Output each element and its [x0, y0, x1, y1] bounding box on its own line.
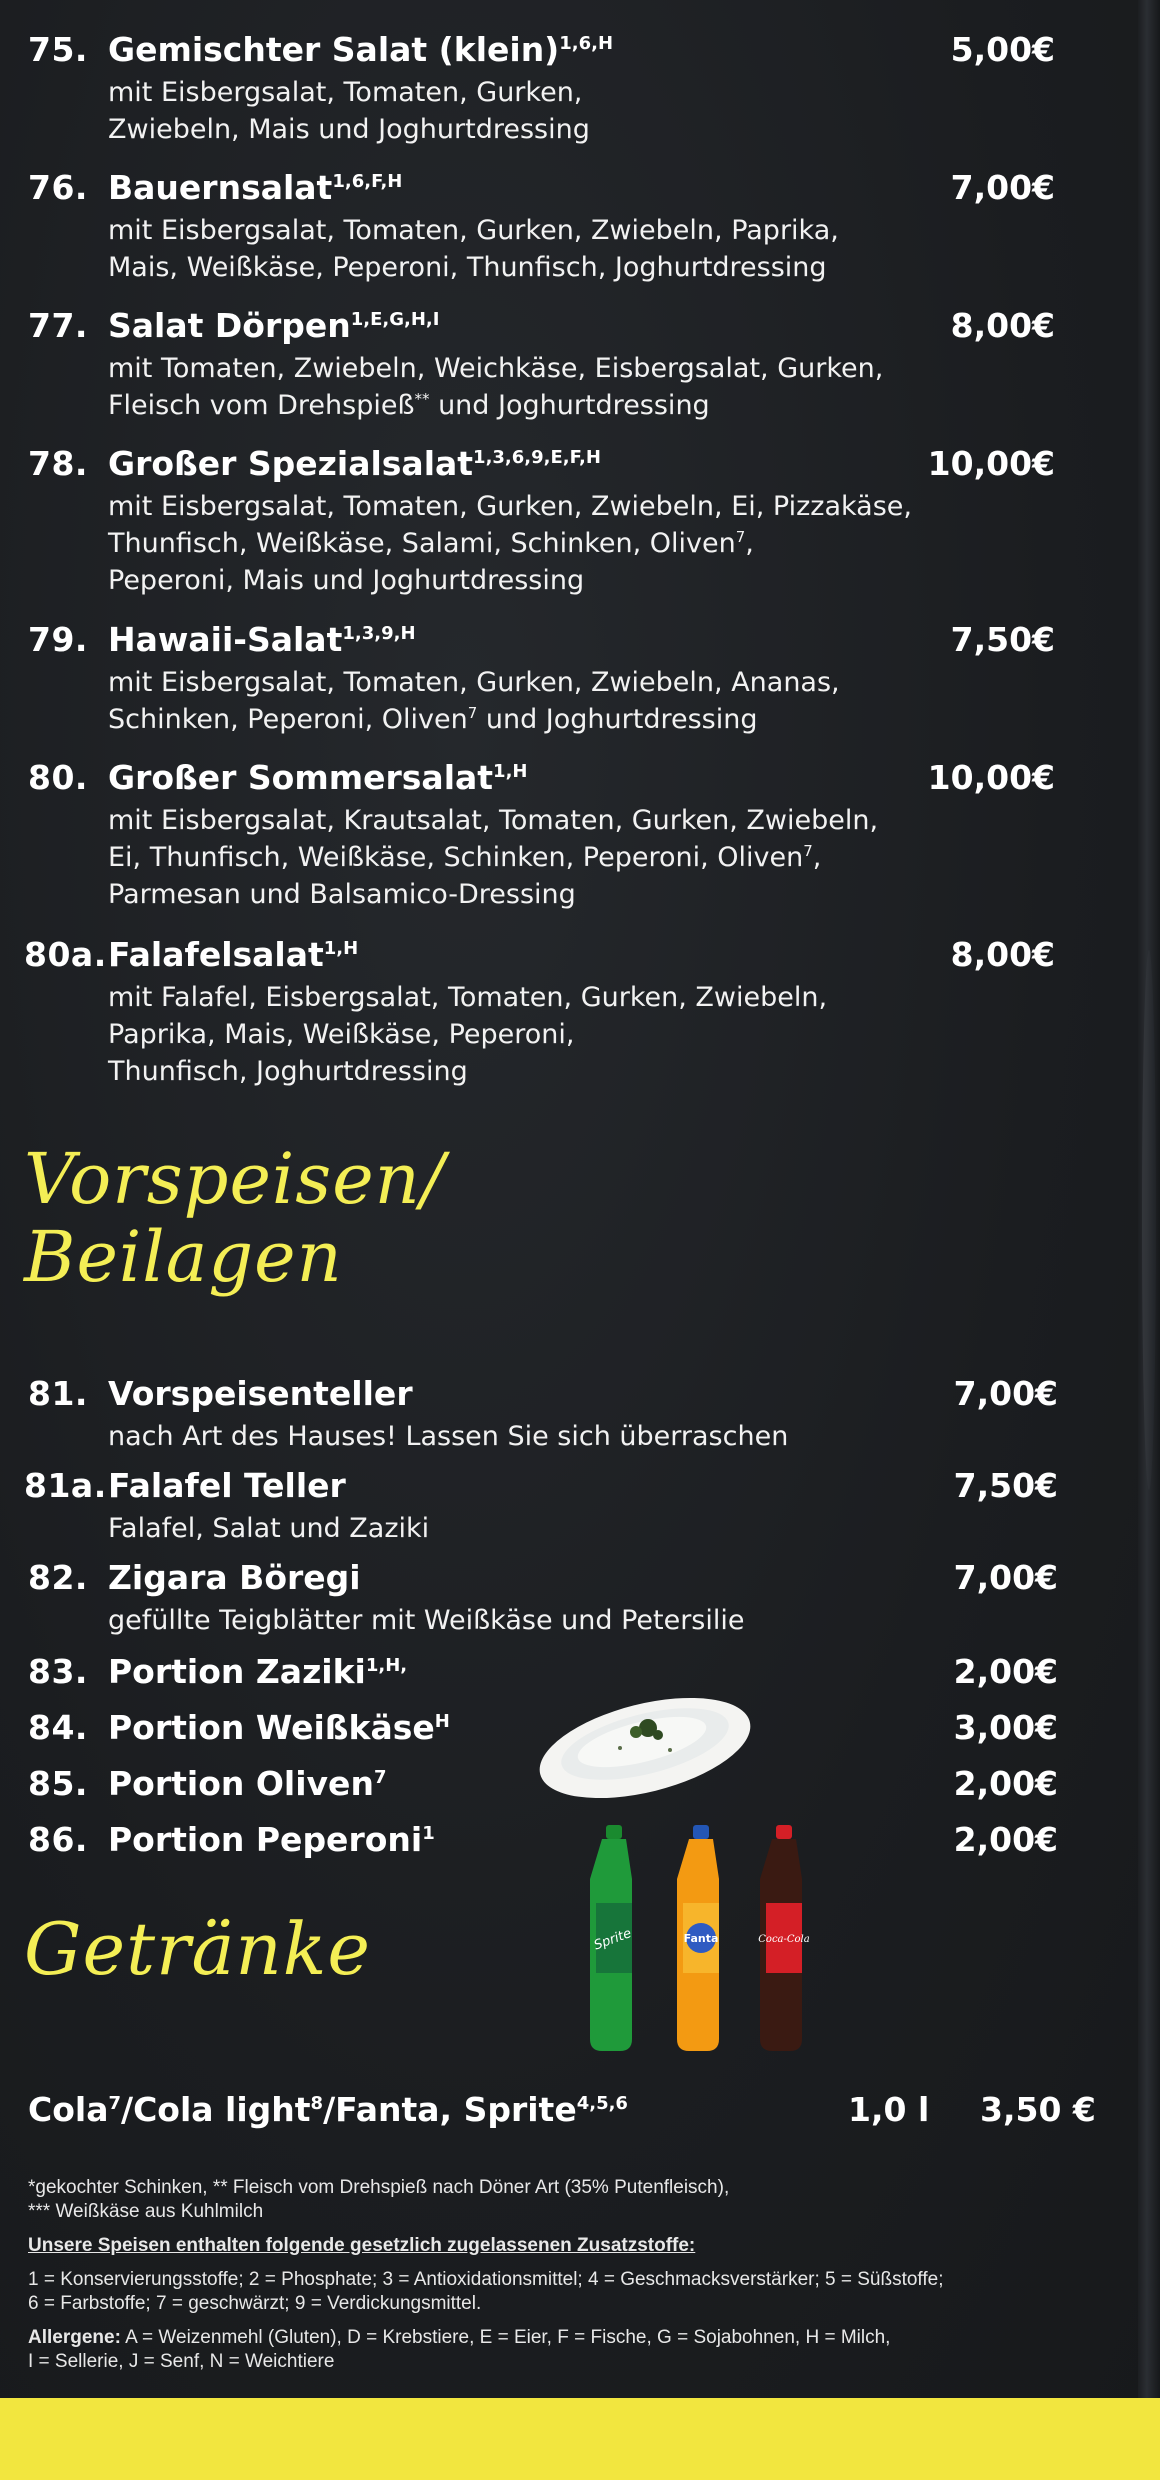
item-name: Vorspeisenteller [108, 1374, 413, 1413]
drink-additive-codes: 8 [310, 2093, 324, 2114]
item-allergen-codes: 1,H [323, 938, 359, 959]
description-line: Peperoni, Mais und Joghurtdressing [108, 565, 585, 596]
item-description [108, 664, 840, 738]
item-description [108, 488, 912, 599]
item-allergen-codes: 1,3,6,9,E,F,H [473, 447, 601, 468]
additives-title: Unsere Speisen enthalten folgende gesetzlich zugelassenen Zusatzstoffe: [28, 2235, 696, 2256]
item-allergen-codes: 1,H, [365, 1655, 408, 1676]
item-name: Portion Zaziki$^{1,H,}$ [108, 1652, 408, 1691]
item-name: Großer Spezialsalat$^{1,3,6,9,E,F,H}$ [108, 444, 601, 483]
description-line: Ei, Thunfisch, Weißkäse, Schinken, Peperoni, Oliven$^7$, [108, 842, 822, 873]
description-line: Schinken, Peperoni, Oliven$^7$ und Joghurtdressing [108, 704, 758, 735]
description-line: mit Eisbergsalat, Tomaten, Gurken, [108, 77, 583, 108]
item-name: Salat Dörpen$^{1,E,G,H,I}$ [108, 306, 440, 345]
item-number: 81a. [24, 1466, 107, 1505]
sprite-bottle-icon [590, 1825, 633, 2051]
item-number: 75. [28, 30, 88, 69]
item-name: Gemischter Salat (klein)$^{1,6,H}$ [108, 30, 614, 69]
description-footnote: 7 [803, 842, 813, 860]
svg-text:Coca-Cola: Coca-Cola [758, 1934, 810, 1945]
item-description [108, 1602, 745, 1639]
item-allergen-codes: 1,6,F,H [332, 171, 403, 192]
footer-note-2: *** Weißkäse aus Kuhlmilch [28, 2201, 264, 2222]
item-description [108, 212, 839, 286]
item-price: 2,00€ [953, 1820, 1058, 1859]
description-line: Paprika, Mais, Weißkäse, Peperoni, [108, 1019, 575, 1050]
description-line: Thunfisch, Joghurtdressing [108, 1056, 468, 1087]
item-price: 10,00€ [927, 758, 1055, 797]
page-curl [1142, 950, 1156, 1490]
item-name: Zigara Böregi [108, 1558, 361, 1597]
drink-name: Cola$^7$/Cola light$^8$/Fanta, Sprite$^{4,5,6}$ [28, 2090, 628, 2129]
item-number: 78. [28, 444, 88, 483]
item-price: 3,00€ [953, 1708, 1058, 1747]
item-description [108, 1418, 788, 1455]
item-allergen-codes: 1,E,G,H,I [350, 309, 440, 330]
item-description [108, 979, 827, 1090]
item-allergen-codes: H [434, 1711, 450, 1732]
description-line: Zwiebeln, Mais und Joghurtdressing [108, 114, 590, 145]
item-description [108, 350, 883, 424]
svg-text:Fanta: Fanta [683, 1932, 719, 1945]
drink-price: 3,50 € [980, 2090, 1096, 2129]
drink-size: 1,0 l [848, 2090, 930, 2129]
item-price: 2,00€ [953, 1652, 1058, 1691]
description-line: mit Eisbergsalat, Tomaten, Gurken, Zwiebeln, Paprika, [108, 215, 839, 246]
additives-line-2: 6 = Farbstoffe; 7 = geschwärzt; 9 = Verdickungsmittel. [28, 2293, 482, 2314]
item-allergen-codes: 7 [373, 1767, 387, 1788]
drink-additive-codes: 7 [108, 2093, 122, 2114]
fanta-bottle-icon [677, 1825, 719, 2051]
description-line: mit Eisbergsalat, Krautsalat, Tomaten, Gurken, Zwiebeln, [108, 805, 879, 836]
item-price: 8,00€ [950, 935, 1055, 974]
item-description [108, 74, 590, 148]
description-footnote: 7 [467, 704, 478, 722]
cola-bottle-icon [758, 1825, 809, 2051]
item-number: 80a. [24, 935, 107, 974]
item-description [108, 1510, 429, 1547]
item-description [108, 802, 878, 913]
item-number: 80. [28, 758, 88, 797]
item-number: 86. [28, 1820, 88, 1859]
item-number: 79. [28, 620, 88, 659]
item-allergen-codes: 1,6,H [559, 33, 614, 54]
item-price: 8,00€ [950, 306, 1055, 345]
footer-notes [28, 2176, 1108, 2374]
item-name: Großer Sommersalat$^{1,H}$ [108, 758, 528, 797]
description-footnote: 7 [735, 528, 746, 546]
drink-row [28, 2090, 1118, 2140]
footer-note-1: *gekochter Schinken, ** Fleisch vom Drehspieß nach Döner Art (35% Putenfleisch), [28, 2177, 730, 2198]
item-name: Falafel Teller [108, 1466, 346, 1505]
item-number: 82. [28, 1558, 88, 1597]
item-price: 10,00€ [927, 444, 1055, 483]
description-line: nach Art des Hauses! Lassen Sie sich überraschen [108, 1421, 789, 1452]
description-line: mit Falafel, Eisbergsalat, Tomaten, Gurken, Zwiebeln, [108, 982, 828, 1013]
item-price: 7,00€ [950, 168, 1055, 207]
description-line: mit Eisbergsalat, Tomaten, Gurken, Zwiebeln, Ei, Pizzakäse, [108, 491, 912, 522]
description-line: mit Tomaten, Zwiebeln, Weichkäse, Eisbergsalat, Gurken, [108, 353, 884, 384]
description-footnote: ** [414, 390, 430, 408]
soda-bottles-image [588, 1825, 828, 2055]
item-price: 7,50€ [953, 1466, 1058, 1505]
description-line: mit Eisbergsalat, Tomaten, Gurken, Zwiebeln, Ananas, [108, 667, 840, 698]
item-price: 7,00€ [953, 1374, 1058, 1413]
item-name: Hawaii-Salat$^{1,3,9,H}$ [108, 620, 416, 659]
item-number: 77. [28, 306, 88, 345]
description-line: Mais, Weißkäse, Peperoni, Thunfisch, Joghurtdressing [108, 252, 827, 283]
description-line: Fleisch vom Drehspieß** und Joghurtdressing [108, 390, 710, 421]
item-name: Falafelsalat$^{1,H}$ [108, 935, 359, 974]
item-number: 83. [28, 1652, 88, 1691]
item-name: Portion Weißkäse$^H$ [108, 1708, 450, 1747]
item-allergen-codes: 1,3,9,H [342, 623, 416, 644]
item-allergen-codes: 1 [422, 1823, 435, 1844]
item-price: 7,50€ [950, 620, 1055, 659]
item-number: 84. [28, 1708, 88, 1747]
drink-additive-codes: 4,5,6 [576, 2093, 628, 2114]
yellow-band [0, 2398, 1160, 2480]
item-number: 85. [28, 1764, 88, 1803]
item-number: 81. [28, 1374, 88, 1413]
item-price: 2,00€ [953, 1764, 1058, 1803]
zaziki-bowl-image [530, 1680, 760, 1800]
item-name: Bauernsalat$^{1,6,F,H}$ [108, 168, 403, 207]
description-line: Thunfisch, Weißkäse, Salami, Schinken, Oliven$^7$, [108, 528, 754, 559]
item-number: 76. [28, 168, 88, 207]
item-allergen-codes: 1,H [493, 761, 528, 782]
allergens-line-1: Allergene: A = Weizenmehl (Gluten), D = Krebstiere, E = Eier, F = Fische, G = Sojabohnen, H = Milch, [28, 2327, 891, 2348]
section-heading-getraenke: Getränke [24, 1907, 372, 1991]
svg-text:Sprite: Sprite [592, 1926, 634, 1954]
description-line: Falafel, Salat und Zaziki [108, 1513, 430, 1544]
description-line: gefüllte Teigblätter mit Weißkäse und Petersilie [108, 1605, 745, 1636]
section-heading-vorspeisen: Vorspeisen/ Beilagen [24, 1138, 446, 1298]
allergens-line-2: I = Sellerie, J = Senf, N = Weichtiere [28, 2351, 335, 2372]
additives-line-1: 1 = Konservierungsstoffe; 2 = Phosphate; 3 = Antioxidationsmittel; 4 = Geschmacksverstärker; 5 = Süßstoffe; [28, 2269, 944, 2290]
item-price: 5,00€ [950, 30, 1055, 69]
description-line: Parmesan und Balsamico-Dressing [108, 879, 576, 910]
item-name: Portion Peperoni$^1$ [108, 1820, 435, 1859]
item-name: Portion Oliven$^7$ [108, 1764, 387, 1803]
item-price: 7,00€ [953, 1558, 1058, 1597]
